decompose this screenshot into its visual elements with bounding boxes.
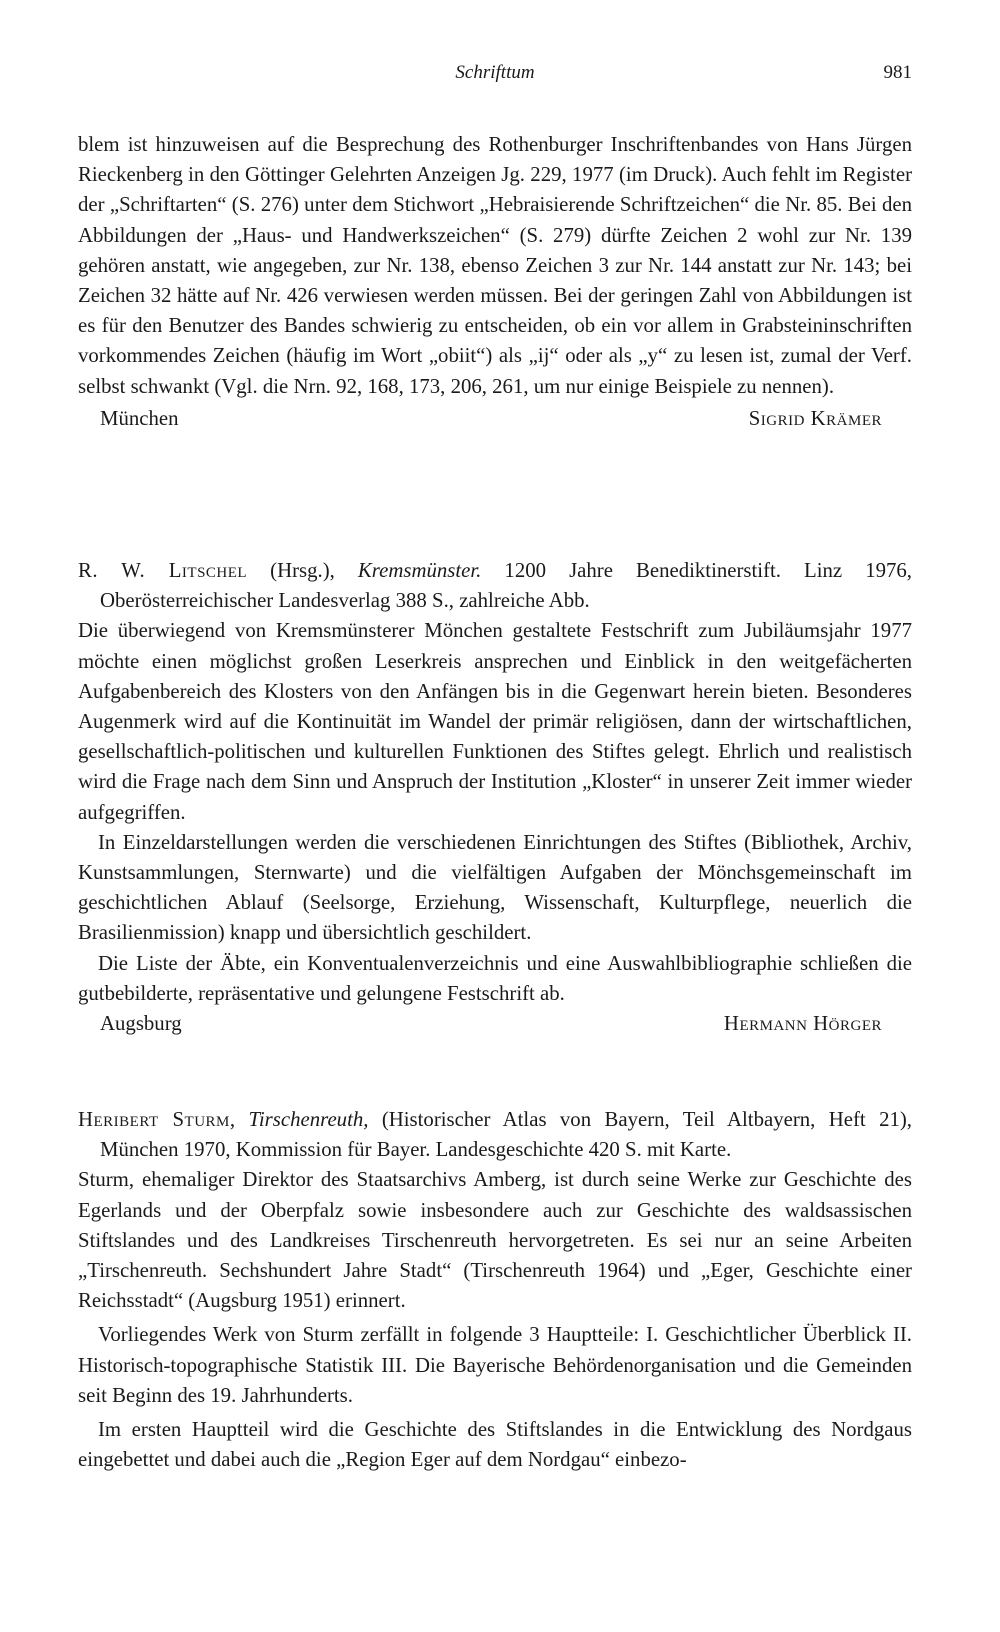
- review-2-bib-rest: 1200 Jahre Benediktinerstift. Linz 1976, Oberösterreichischer Landesverlag 388 S., zahlreiche Abb.: [100, 559, 912, 613]
- page-number: 981: [883, 62, 912, 83]
- review-3-bib-title: Tirschenreuth,: [248, 1108, 369, 1131]
- review-1-signature: [78, 404, 912, 434]
- review-2-paragraph-1: Die überwiegend von Kremsmünsterer Mönchen gestaltete Festschrift zum Jubiläumsjahr 1977 möchte einen möglichst großen Leserkreis ansprechen und Einblick in den weitgefächerten Aufgabenbereich des Klosters von den Anfängen bis in die Gegenwart herein bieten. Besonderes Augenmerk wird auf die Kontinuität im Wandel der primär religiösen, dann der wirtschaftlichen, gesellschaftlich-politischen und kulturellen Funktionen des Stiftes gelegt. Ehrlich und realistisch wird die Frage nach dem Sinn und Anspruch der Institution „Kloster“ in unserer Zeit immer wieder aufgegriffen.: [78, 619, 912, 824]
- review-2-paragraph-3: Die Liste der Äbte, ein Konventualenverzeichnis und eine Auswahlbibliographie schließen die gutbebilderte, repräsentative und gelungene Festschrift ab.: [78, 951, 912, 1005]
- review-1-place: München: [100, 406, 179, 430]
- review-2-bib-author: R. W. Litschel: [78, 559, 248, 582]
- review-3-bib-sep: ,: [229, 1108, 249, 1131]
- review-3-bibliography: [78, 1105, 912, 1165]
- review-3-bib-rest: (Historischer Atlas von Bayern, Teil Altbayern, Heft 21), München 1970, Kommission für Bayer. Landesgeschichte 420 S. mit Karte.: [100, 1108, 912, 1162]
- review-3: [78, 1105, 912, 1475]
- review-2-author: Hermann Hörger: [723, 1012, 882, 1036]
- review-2-bib-role: (Hrsg.),: [247, 559, 358, 582]
- review-2-paragraph-2: In Einzeldarstellungen werden die verschiedenen Einrichtungen des Stiftes (Bibliothek, Archiv, Kunstsammlungen, Sternwarte) und die vielfältigen Aufgaben der Mönchsgemeinschaft im geschichtlichen Ablauf (Seelsorge, Erziehung, Wissenschaft, Kulturpflege, neuerlich die Brasilienmission) knapp und übersichtlich geschildert.: [78, 830, 912, 945]
- review-2-place: Augsburg: [100, 1012, 182, 1036]
- review-1: [78, 130, 912, 434]
- review-2-bibliography: [78, 556, 912, 616]
- review-2-bib-title: Kremsmünster.: [357, 559, 482, 582]
- review-1-paragraph: blem ist hinzuweisen auf die Besprechung des Rothenburger Inschriftenbandes von Hans Jürgen Rieckenberg in den Göttinger Gelehrten Anzeigen Jg. 229, 1977 (im Druck). Auch fehlt im Register der „Schriftarten“ (S. 276) unter dem Stichwort „Hebraisierende Schriftzeichen“ die Nr. 85. Bei den Abbildungen der „Haus- und Handwerkszeichen“ (S. 279) dürfte Zeichen 2 wohl zur Nr. 139 gehören anstatt, wie angegeben, zur Nr. 138, ebenso Zeichen 3 zur Nr. 144 anstatt zur Nr. 143; bei Zeichen 32 hätte auf Nr. 426 verwiesen werden müssen. Bei der geringen Zahl von Abbildungen ist es für den Benutzer des Bandes schwierig zu entscheiden, ob ein vor allem in Grabsteininschriften vorkommendes Zeichen (häufig im Wort „obiit“) als „ij“ oder als „y“ zu lesen ist, zumal der Verf. selbst schwankt (Vgl. die Nrn. 92, 168, 173, 206, 261, um nur einige Beispiele zu nennen).: [78, 133, 912, 398]
- review-3-paragraph-3: Im ersten Hauptteil wird die Geschichte des Stiftslandes in die Entwicklung des Nordgaus eingebettet und dabei auch die „Region Eger auf dem Nordgau“ einbezo-: [78, 1418, 912, 1472]
- review-3-bib-author: Heribert Sturm: [78, 1108, 230, 1131]
- running-title: Schrifttum: [455, 62, 535, 83]
- running-header: [78, 62, 912, 92]
- review-3-paragraph-1: Sturm, ehemaliger Direktor des Staatsarchivs Amberg, ist durch seine Werke zur Geschichte des Egerlands und der Oberpfalz sowie insbesondere auch zur Geschichte des waldsassischen Stiftslandes und des Landkreises Tirschenreuth hervorgetreten. Es sei nur an seine Arbeiten „Tirschenreuth. Sechshundert Jahre Stadt“ (Tirschenreuth 1964) und „Eger, Geschichte einer Reichsstadt“ (Augsburg 1951) erinnert.: [78, 1168, 912, 1313]
- review-3-paragraph-2: Vorliegendes Werk von Sturm zerfällt in folgende 3 Hauptteile: I. Geschichtlicher Überblick II. Historisch-topographische Statistik III. Die Bayerische Behördenorganisation und die Gemeinden seit Beginn des 19. Jahrhunderts.: [78, 1323, 912, 1407]
- review-1-author: Sigrid Krämer: [748, 406, 882, 430]
- review-2: [78, 556, 912, 1039]
- review-2-signature: [78, 1009, 912, 1039]
